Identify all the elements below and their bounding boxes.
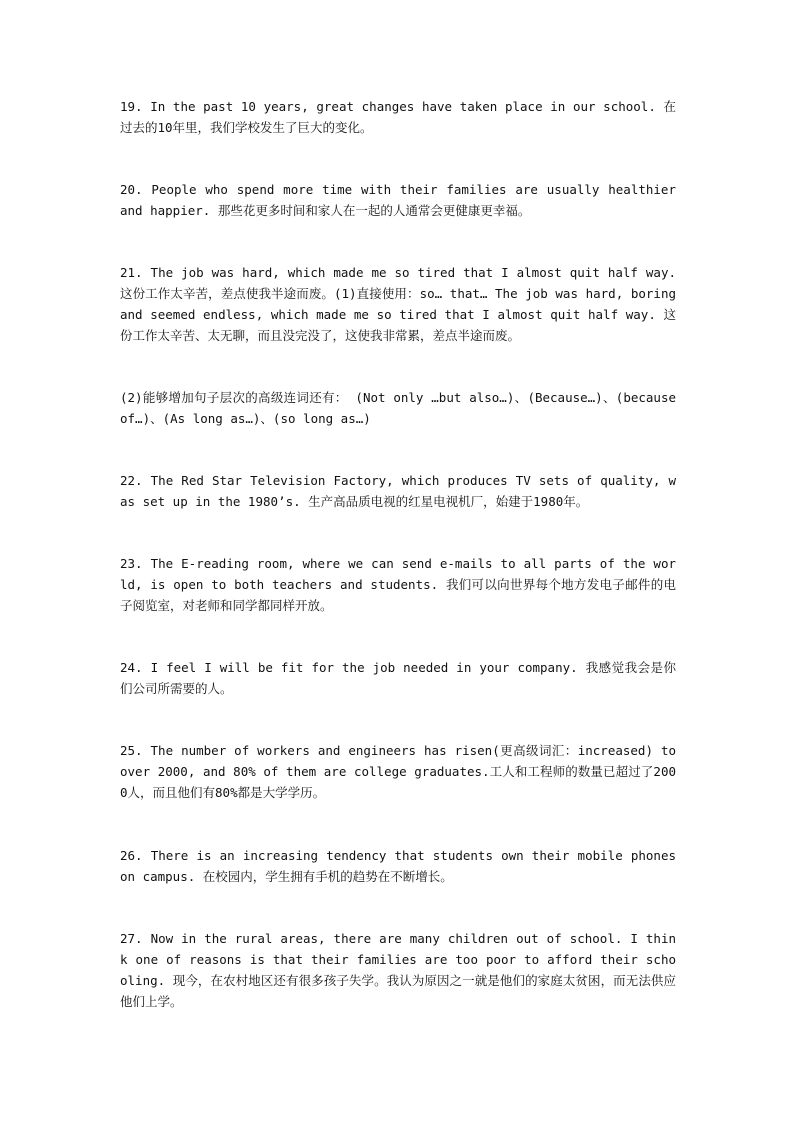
paragraph-22: 22. The Red Star Television Factory, which produces TV sets of quality, was set up in the 1980’s. 生产高品质电视的红星电视机厂，始建于1980年。 [120, 473, 676, 509]
paragraph-23: 23. The E-reading room, where we can send e-mails to all parts of the world, is open to both teachers and students. 我们可以向世界每个地方发电子邮件的电子阅览室，对老师和同学都同样开放。 [120, 556, 676, 613]
paragraph-25: 25. The number of workers and engineers has risen(更高级词汇：increased) to over 2000, and 80% of them are college graduates.工人和工程师的数量已超过了2000人，而且他们有80%都是大学学历。 [120, 743, 676, 800]
paragraph-27: 27. Now in the rural areas, there are many children out of school. I think one of reasons is that their families are too poor to afford their schooling. 现今，在农村地区还有很多孩子失学。我认为原因之一就是他们的家庭太贫困，而无法供应他们上学。 [120, 931, 676, 1009]
paragraph-21: 21. The job was hard, which made me so tired that I almost quit half way. 这份工作太辛苦，差点使我半途而废。(1)直接使用：so… that… The job was hard, boring and seemed endless, which made me so tired that I almost quit half way. 这份工作太辛苦、太无聊，而且没完没了，这使我非常累，差点半途而废。 [120, 265, 676, 343]
paragraph-24: 24. I feel I will be fit for the job needed in your company. 我感觉我会是你们公司所需要的人。 [120, 660, 676, 696]
paragraph-26: 26. There is an increasing tendency that students own their mobile phones on campus. 在校园内，学生拥有手机的趋势在不断增长。 [120, 848, 676, 884]
paragraph-19: 19. In the past 10 years, great changes have taken place in our school. 在过去的10年里，我们学校发生了巨大的变化。 [120, 99, 676, 135]
paragraph-20: 20. People who spend more time with their families are usually healthier and happier. 那些花更多时间和家人在一起的人通常会更健康更幸福。 [120, 182, 676, 218]
paragraph-conjunctions: (2)能够增加句子层次的高级连词还有： (Not only …but also…)、(Because…)、(because of…)、(As long as…)、(so long as…) [120, 390, 676, 426]
